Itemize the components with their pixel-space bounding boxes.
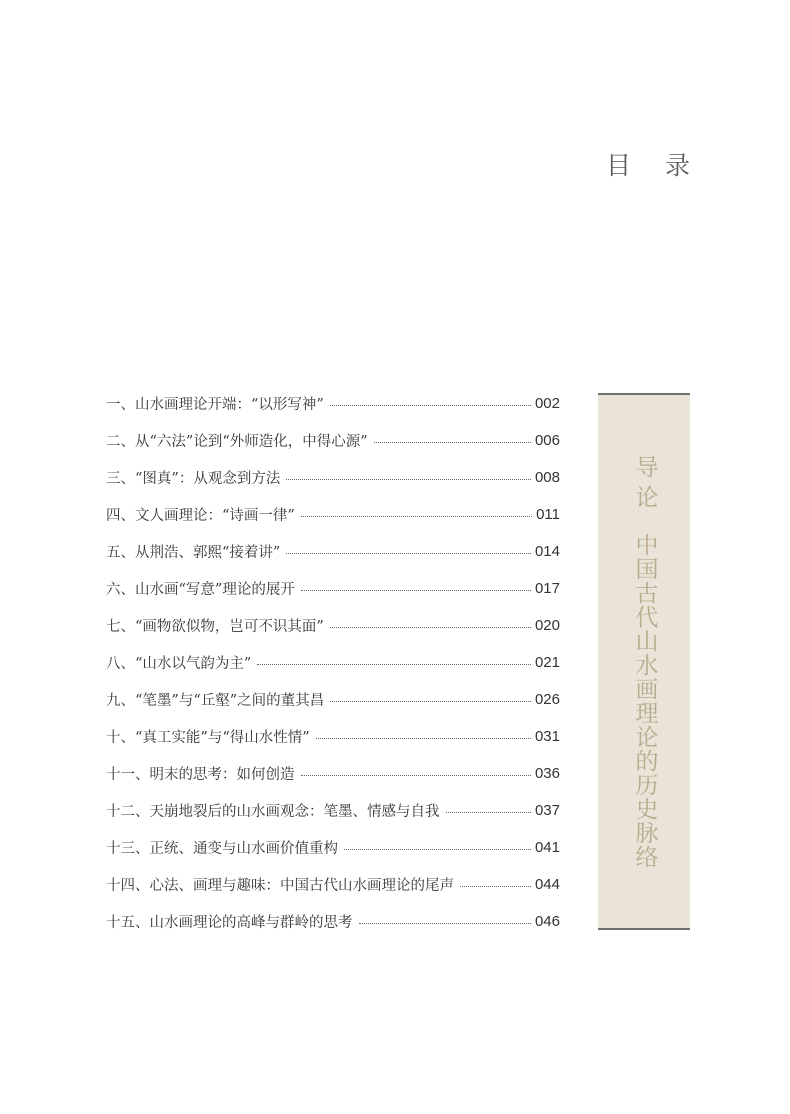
toc-entry	[106, 570, 560, 607]
toc-entry-page: 031	[534, 728, 560, 745]
toc-entry-page: 041	[534, 839, 560, 856]
dot-leader	[286, 553, 531, 554]
toc-entry-page: 020	[534, 617, 560, 634]
toc-entry-label: 一、山水画理论开端：“以形写神”	[106, 397, 324, 413]
toc-entry-page: 037	[534, 802, 560, 819]
toc-entry	[106, 385, 560, 422]
toc-entry-label: 十三、正统、通变与山水画价值重构	[106, 841, 338, 857]
toc-entry-label: 六、山水画“写意”理论的展开	[106, 582, 295, 598]
table-of-contents	[106, 385, 560, 940]
dot-leader	[344, 849, 531, 850]
page-title: 目录	[606, 151, 725, 180]
dot-leader	[460, 886, 531, 887]
toc-entry	[106, 681, 560, 718]
toc-entry-label: 五、从荆浩、郭熙“接着讲”	[106, 545, 281, 561]
dot-leader	[316, 738, 531, 739]
toc-entry	[106, 755, 560, 792]
toc-entry-label: 二、从“六法”论到“外师造化，中得心源”	[106, 434, 368, 450]
toc-entry-label: 十二、天崩地裂后的山水画观念：笔墨、情感与自我	[106, 804, 440, 820]
toc-entry-page: 017	[534, 580, 560, 597]
dot-leader	[257, 664, 531, 665]
toc-entry	[106, 607, 560, 644]
dot-leader	[359, 923, 531, 924]
toc-entry	[106, 829, 560, 866]
toc-entry-page: 046	[534, 913, 560, 930]
dot-leader	[330, 627, 531, 628]
dot-leader	[301, 775, 531, 776]
part-title-panel	[598, 393, 690, 930]
toc-entry-page: 021	[534, 654, 560, 671]
toc-entry-page: 011	[536, 506, 560, 523]
toc-entry-page: 008	[534, 469, 560, 486]
dot-leader	[446, 812, 531, 813]
toc-entry-label: 三、“图真”：从观念到方法	[106, 471, 281, 487]
toc-entry-label: 九、“笔墨”与“丘壑”之间的董其昌	[106, 693, 325, 709]
toc-entry-page: 014	[534, 543, 560, 560]
dot-leader	[330, 701, 531, 702]
toc-entry	[106, 903, 560, 940]
dot-leader	[301, 516, 532, 517]
toc-entry	[106, 422, 560, 459]
part-subtitle: 导论	[631, 455, 658, 515]
part-title: 中国古代山水画理论的历史脉络	[631, 533, 658, 869]
toc-entry-page: 036	[534, 765, 560, 782]
dot-leader	[330, 405, 531, 406]
toc-entry	[106, 533, 560, 570]
toc-entry	[106, 459, 560, 496]
toc-entry	[106, 718, 560, 755]
toc-entry-label: 十、“真工实能”与“得山水性情”	[106, 730, 310, 746]
toc-entry-page: 002	[534, 395, 560, 412]
dot-leader	[286, 479, 531, 480]
toc-entry	[106, 792, 560, 829]
toc-entry-label: 十一、明末的思考：如何创造	[106, 767, 295, 783]
dot-leader	[301, 590, 531, 591]
toc-entry	[106, 644, 560, 681]
toc-entry-page: 044	[534, 876, 560, 893]
toc-entry-page: 026	[534, 691, 560, 708]
toc-entry-page: 006	[534, 432, 560, 449]
toc-entry-label: 四、文人画理论：“诗画一律”	[106, 508, 295, 524]
dot-leader	[374, 442, 531, 443]
toc-entry	[106, 866, 560, 903]
toc-entry-label: 七、“画物欲似物，岂可不识其面”	[106, 619, 324, 635]
toc-entry-label: 十四、心法、画理与趣味：中国古代山水画理论的尾声	[106, 878, 454, 894]
toc-entry-label: 八、“山水以气韵为主”	[106, 656, 252, 672]
toc-entry	[106, 496, 560, 533]
toc-entry-label: 十五、山水画理论的高峰与群岭的思考	[106, 915, 353, 931]
